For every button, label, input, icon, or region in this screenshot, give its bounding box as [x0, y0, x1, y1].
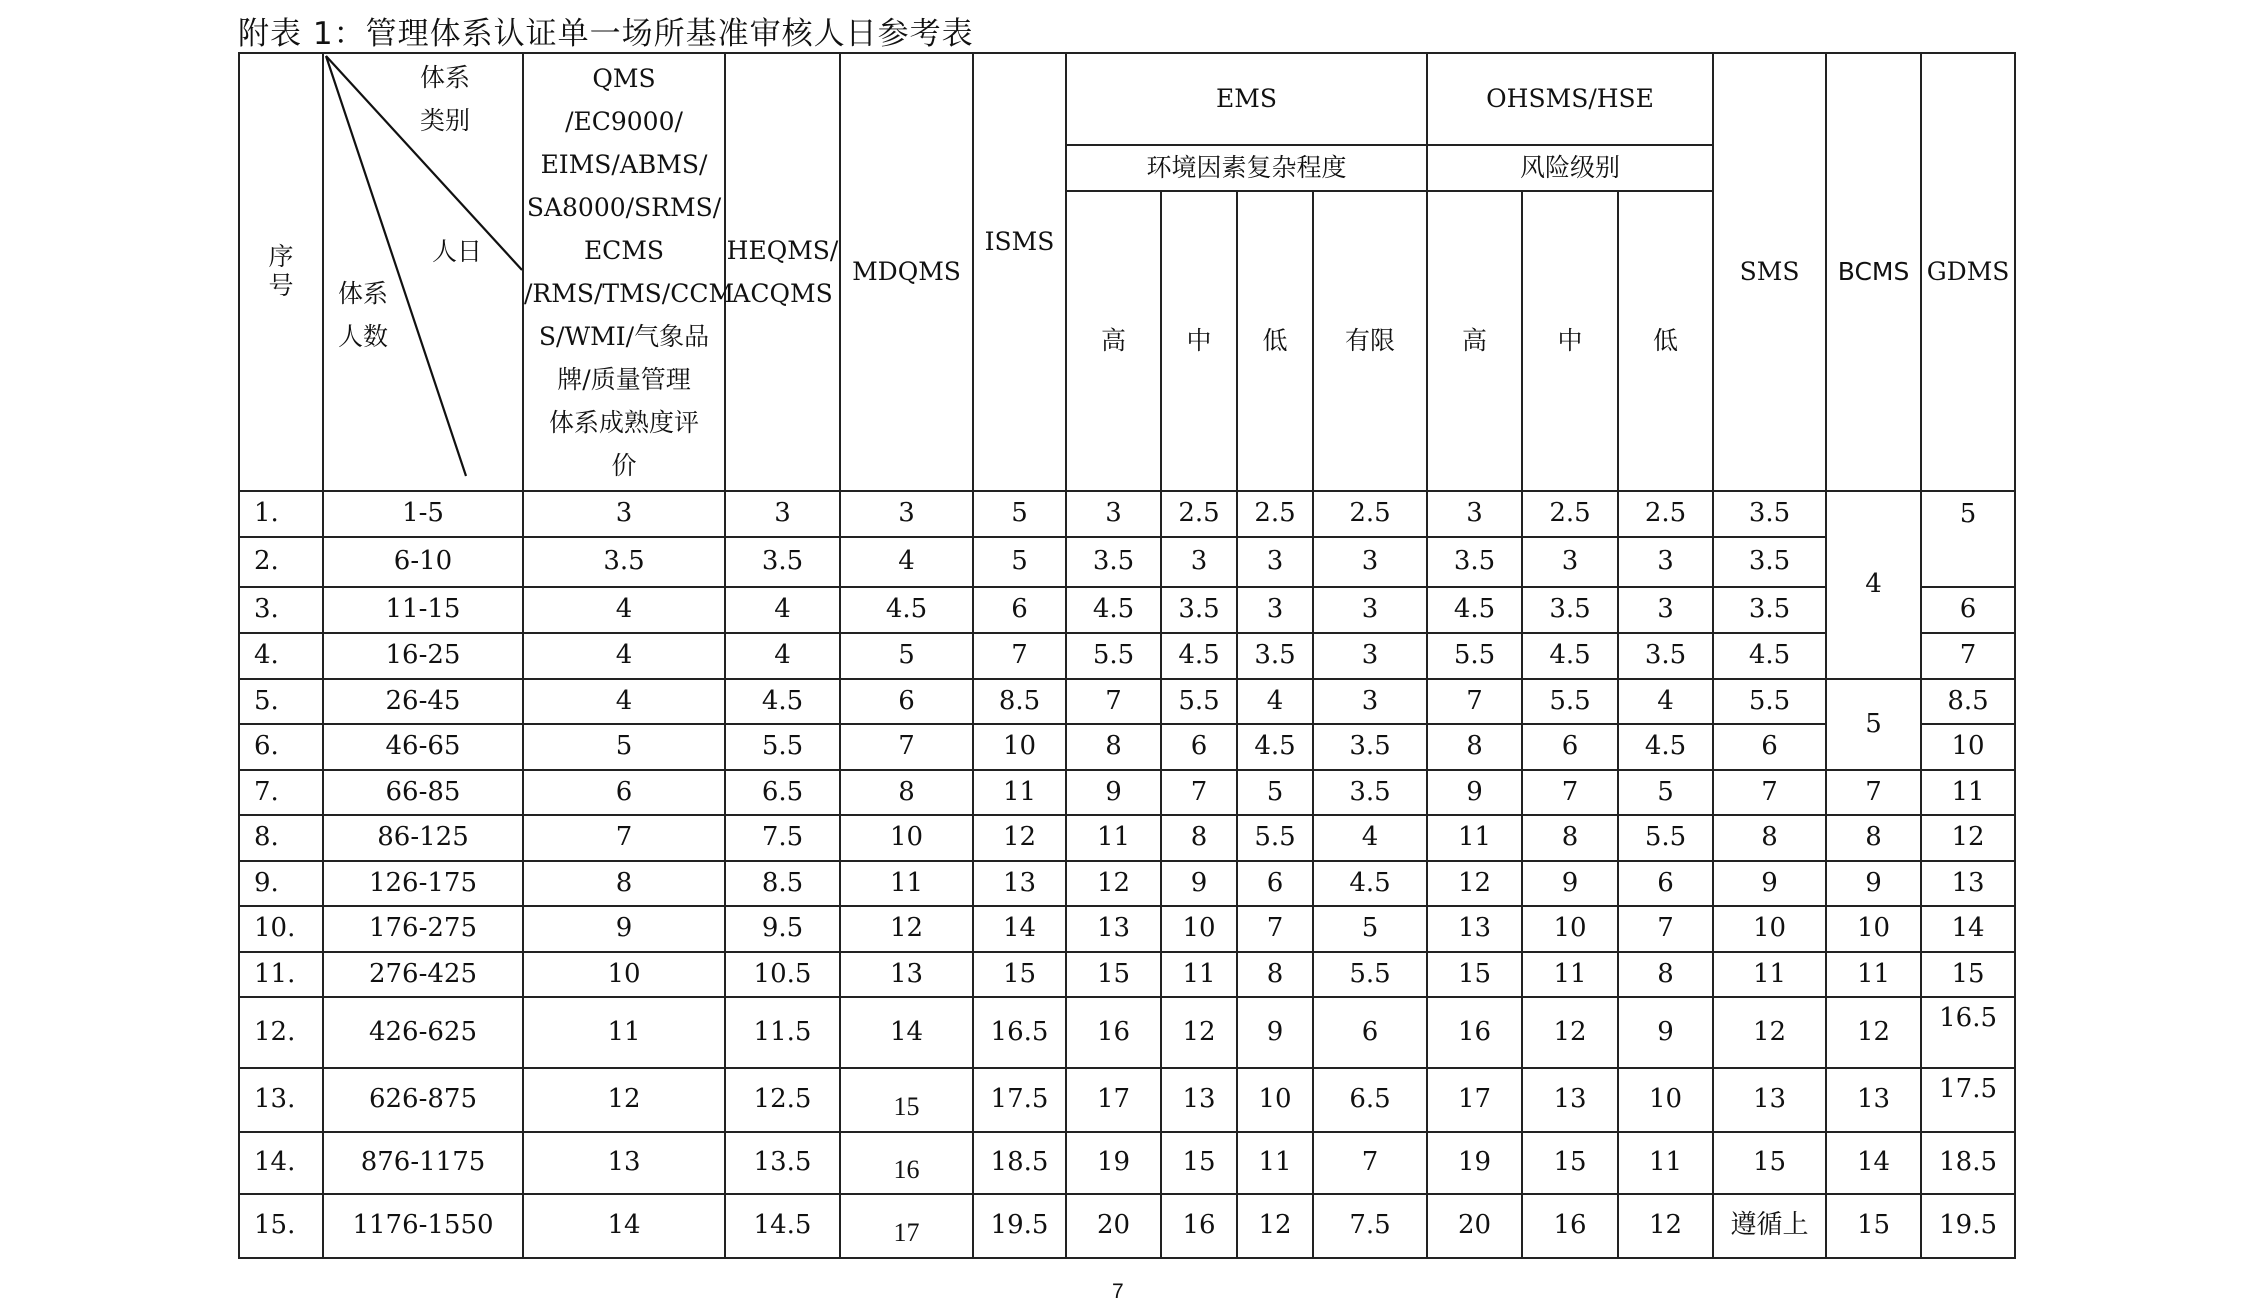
- page-title: 附表 1：管理体系认证单一场所基准审核人日参考表: [238, 16, 974, 52]
- row-seq: 2.: [239, 537, 323, 587]
- table-cell: 14.5: [725, 1194, 840, 1258]
- row-headcount: 426-625: [323, 997, 523, 1068]
- table-cell: 3: [1427, 491, 1522, 537]
- table-cell: 6: [1713, 724, 1826, 770]
- audit-person-days-table: [238, 52, 2016, 1259]
- page-number: 7: [1112, 1280, 1124, 1303]
- table-cell: 14: [973, 906, 1066, 952]
- table-cell: 5.5: [1713, 679, 1826, 724]
- table-cell: 11: [1618, 1132, 1713, 1194]
- table-cell: 3.5: [1313, 724, 1427, 770]
- gdms-cell: 8.5: [1921, 679, 2015, 724]
- table-cell: 2.5: [1237, 491, 1313, 537]
- header-ohsms-level: 低: [1618, 191, 1713, 491]
- table-cell: 11: [973, 770, 1066, 815]
- table-cell: 4.5: [1522, 633, 1618, 679]
- table-cell: 8: [840, 770, 973, 815]
- table-cell: 11: [523, 997, 725, 1068]
- table-cell: 5.5: [1237, 815, 1313, 861]
- table-cell: 12: [1237, 1194, 1313, 1258]
- row-headcount: 876-1175: [323, 1132, 523, 1194]
- table-cell: 11: [840, 861, 973, 906]
- table-cell: 14: [523, 1194, 725, 1258]
- table-cell: 9: [1618, 997, 1713, 1068]
- table-row: [239, 491, 2015, 537]
- table-cell: 12: [840, 906, 973, 952]
- row-seq: 5.: [239, 679, 323, 724]
- header-ems-complexity: 环境因素复杂程度: [1066, 145, 1427, 191]
- table-row: [239, 906, 2015, 952]
- gdms-cell: 16.5: [1921, 997, 2015, 1068]
- bcms-cell: 11: [1826, 952, 1921, 997]
- table-row: [239, 1194, 2015, 1258]
- table-cell: 6: [1237, 861, 1313, 906]
- table-cell: 17: [1066, 1068, 1161, 1132]
- table-cell: 4: [725, 633, 840, 679]
- table-cell: 6.5: [1313, 1068, 1427, 1132]
- table-cell: 8: [1237, 952, 1313, 997]
- table-cell: 18.5: [973, 1132, 1066, 1194]
- table-cell: 6: [1161, 724, 1237, 770]
- table-cell: 9.5: [725, 906, 840, 952]
- row-seq: 11.: [239, 952, 323, 997]
- table-row: [239, 1132, 2015, 1194]
- row-headcount: 46-65: [323, 724, 523, 770]
- table-cell: 5: [523, 724, 725, 770]
- table-cell: 13: [1522, 1068, 1618, 1132]
- gdms-cell: 15: [1921, 952, 2015, 997]
- table-cell: 3.5: [1713, 587, 1826, 633]
- header-ems-level: 低: [1237, 191, 1313, 491]
- table-cell: 6.5: [725, 770, 840, 815]
- table-cell: 12: [1161, 997, 1237, 1068]
- audit-table-wrapper: [238, 52, 2014, 1250]
- table-cell: 13: [1161, 1068, 1237, 1132]
- table-cell: 7: [1522, 770, 1618, 815]
- table-cell: 4.5: [1618, 724, 1713, 770]
- header-qms: QMS /EC9000/ EIMS/ABMS/ SA8000/SRMS/ ECMS /RMS/TMS/CCM S/WMI/气象品 牌/质量管理 体系成熟度评 价: [523, 53, 725, 491]
- table-cell: 12: [523, 1068, 725, 1132]
- row-seq: 1.: [239, 491, 323, 537]
- table-cell: 7: [1713, 770, 1826, 815]
- table-cell: 4.5: [1713, 633, 1826, 679]
- table-cell: 3.5: [1237, 633, 1313, 679]
- table-cell: 6: [973, 587, 1066, 633]
- table-cell: 15: [1713, 1132, 1826, 1194]
- table-cell: 11: [1237, 1132, 1313, 1194]
- diag-label-system-category: 体系 类别: [420, 63, 471, 135]
- header-ems-level: 高: [1066, 191, 1161, 491]
- table-cell: 5.5: [1066, 633, 1161, 679]
- table-cell: 7: [1618, 906, 1713, 952]
- diag-label-person-days: 人日: [432, 237, 483, 266]
- header-heqms: HEQMS/ ACQMS: [725, 53, 840, 491]
- header-ems: EMS: [1066, 53, 1427, 145]
- gdms-cell: 11: [1921, 770, 2015, 815]
- gdms-cell: 17.5: [1921, 1068, 2015, 1132]
- table-cell: 15: [1522, 1132, 1618, 1194]
- gdms-cell: 10: [1921, 724, 2015, 770]
- header-seq: 序 号: [239, 53, 323, 491]
- table-cell: 17: [840, 1194, 973, 1258]
- table-cell: 4.5: [1161, 633, 1237, 679]
- row-seq: 7.: [239, 770, 323, 815]
- table-cell: 5.5: [1161, 679, 1237, 724]
- table-cell: 6: [1618, 861, 1713, 906]
- table-cell: 9: [1066, 770, 1161, 815]
- table-cell: 9: [1161, 861, 1237, 906]
- table-cell: 20: [1066, 1194, 1161, 1258]
- row-headcount: 86-125: [323, 815, 523, 861]
- row-seq: 13.: [239, 1068, 323, 1132]
- table-row: [239, 1068, 2015, 1132]
- table-cell: 14: [840, 997, 973, 1068]
- gdms-cell: 6: [1921, 587, 2015, 633]
- table-cell: 4.5: [840, 587, 973, 633]
- table-cell: 8: [1066, 724, 1161, 770]
- table-cell: 8: [1161, 815, 1237, 861]
- row-seq: 15.: [239, 1194, 323, 1258]
- bcms-cell: 15: [1826, 1194, 1921, 1258]
- table-cell: 4.5: [725, 679, 840, 724]
- table-cell: 4: [1618, 679, 1713, 724]
- table-cell: 5: [1618, 770, 1713, 815]
- row-seq: 8.: [239, 815, 323, 861]
- row-headcount: 626-875: [323, 1068, 523, 1132]
- table-cell: 13: [840, 952, 973, 997]
- header-ohsms-risk: 风险级别: [1427, 145, 1713, 191]
- table-cell: 12: [1066, 861, 1161, 906]
- table-cell: 16.5: [973, 997, 1066, 1068]
- bcms-cell: 13: [1826, 1068, 1921, 1132]
- bcms-cell: 12: [1826, 997, 1921, 1068]
- bcms-cell: 14: [1826, 1132, 1921, 1194]
- table-cell: 20: [1427, 1194, 1522, 1258]
- table-cell: 3.5: [1427, 537, 1522, 587]
- table-row: [239, 633, 2015, 679]
- row-headcount: 16-25: [323, 633, 523, 679]
- bcms-merged-cell: 4: [1826, 491, 1921, 679]
- table-cell: 13: [523, 1132, 725, 1194]
- table-cell: 16: [840, 1132, 973, 1194]
- table-cell: 7.5: [725, 815, 840, 861]
- table-cell: 3.5: [1618, 633, 1713, 679]
- table-cell: 6: [1522, 724, 1618, 770]
- gdms-cell: 13: [1921, 861, 2015, 906]
- table-cell: 5.5: [1522, 679, 1618, 724]
- row-headcount: 66-85: [323, 770, 523, 815]
- row-seq: 3.: [239, 587, 323, 633]
- table-cell: 12: [973, 815, 1066, 861]
- table-cell: 7: [840, 724, 973, 770]
- table-cell: 4: [1313, 815, 1427, 861]
- table-cell: 11: [1066, 815, 1161, 861]
- table-cell: 8: [1618, 952, 1713, 997]
- table-cell: 11.5: [725, 997, 840, 1068]
- header-isms: ISMS: [973, 53, 1066, 491]
- table-cell: 3.5: [1713, 491, 1826, 537]
- table-row: [239, 952, 2015, 997]
- table-cell: 3: [1522, 537, 1618, 587]
- table-cell: 2.5: [1161, 491, 1237, 537]
- table-cell: 3: [1237, 587, 1313, 633]
- table-cell: 10: [1237, 1068, 1313, 1132]
- table-cell: 5: [1237, 770, 1313, 815]
- header-gdms: GDMS: [1921, 53, 2015, 491]
- row-seq: 4.: [239, 633, 323, 679]
- table-cell: 6: [1313, 997, 1427, 1068]
- bcms-cell: 10: [1826, 906, 1921, 952]
- diag-label-headcount: 体系 人数: [338, 279, 389, 351]
- table-cell: 3: [1313, 679, 1427, 724]
- table-cell: 12: [1427, 861, 1522, 906]
- row-seq: 6.: [239, 724, 323, 770]
- table-cell: 3.5: [1313, 770, 1427, 815]
- table-cell: 4: [523, 679, 725, 724]
- table-cell: 5.5: [1313, 952, 1427, 997]
- table-cell: 2.5: [1313, 491, 1427, 537]
- row-headcount: 1176-1550: [323, 1194, 523, 1258]
- table-cell: 4.5: [1066, 587, 1161, 633]
- table-cell: 3: [1161, 537, 1237, 587]
- row-headcount: 126-175: [323, 861, 523, 906]
- table-cell: 4: [840, 537, 973, 587]
- table-cell: 3: [1618, 537, 1713, 587]
- table-cell: 7: [1237, 906, 1313, 952]
- table-cell: 17: [1427, 1068, 1522, 1132]
- row-headcount: 276-425: [323, 952, 523, 997]
- row-headcount: 176-275: [323, 906, 523, 952]
- table-cell: 8: [1427, 724, 1522, 770]
- header-bcms: BCMS: [1826, 53, 1921, 491]
- table-cell: 5: [973, 491, 1066, 537]
- table-cell: 3.5: [1161, 587, 1237, 633]
- table-cell: 15: [840, 1068, 973, 1132]
- row-headcount: 6-10: [323, 537, 523, 587]
- table-cell: 13.5: [725, 1132, 840, 1194]
- table-row: [239, 770, 2015, 815]
- gdms-cell: 14: [1921, 906, 2015, 952]
- bcms-cell: 8: [1826, 815, 1921, 861]
- row-headcount: 11-15: [323, 587, 523, 633]
- table-cell: 9: [1522, 861, 1618, 906]
- row-headcount: 1-5: [323, 491, 523, 537]
- table-cell: 3.5: [725, 537, 840, 587]
- table-cell: 10.5: [725, 952, 840, 997]
- table-cell: 3: [1313, 537, 1427, 587]
- table-cell: 7: [973, 633, 1066, 679]
- table-cell: 9: [1713, 861, 1826, 906]
- table-cell: 5.5: [1427, 633, 1522, 679]
- table-cell: 3: [1066, 491, 1161, 537]
- bcms-merged-cell: 5: [1826, 679, 1921, 770]
- row-headcount: 26-45: [323, 679, 523, 724]
- table-cell: 16: [1427, 997, 1522, 1068]
- gdms-cell: 19.5: [1921, 1194, 2015, 1258]
- row-seq: 14.: [239, 1132, 323, 1194]
- bcms-cell: 7: [1826, 770, 1921, 815]
- table-cell: 3.5: [1713, 537, 1826, 587]
- table-cell: 3: [725, 491, 840, 537]
- table-cell: 4: [523, 633, 725, 679]
- table-row: [239, 587, 2015, 633]
- table-cell: 7: [1161, 770, 1237, 815]
- table-cell: 19: [1427, 1132, 1522, 1194]
- table-cell: 6: [523, 770, 725, 815]
- table-cell: 3.5: [1522, 587, 1618, 633]
- table-cell: 7: [523, 815, 725, 861]
- header-ohsms: OHSMS/HSE: [1427, 53, 1713, 145]
- table-cell: 15: [1427, 952, 1522, 997]
- table-cell: 9: [523, 906, 725, 952]
- table-cell: 9: [1427, 770, 1522, 815]
- table-cell: 3: [1313, 633, 1427, 679]
- table-row: [239, 815, 2015, 861]
- table-cell: 7.5: [1313, 1194, 1427, 1258]
- table-cell: 12: [1522, 997, 1618, 1068]
- table-cell: 12: [1618, 1194, 1713, 1258]
- table-cell: 10: [973, 724, 1066, 770]
- header-ohsms-level: 高: [1427, 191, 1522, 491]
- table-row: [239, 537, 2015, 587]
- gdms-cell: 7: [1921, 633, 2015, 679]
- table-row: [239, 724, 2015, 770]
- table-cell: 4: [725, 587, 840, 633]
- table-cell: 5: [1313, 906, 1427, 952]
- table-row: [239, 679, 2015, 724]
- table-cell: 11: [1161, 952, 1237, 997]
- table-cell: 3: [523, 491, 725, 537]
- table-cell: 2.5: [1618, 491, 1713, 537]
- table-cell: 8.5: [725, 861, 840, 906]
- table-cell: 8: [1713, 815, 1826, 861]
- header-diagonal-cell: [323, 53, 523, 491]
- table-cell: 10: [1713, 906, 1826, 952]
- table-cell: 8.5: [973, 679, 1066, 724]
- table-cell: 3: [840, 491, 973, 537]
- row-seq: 12.: [239, 997, 323, 1068]
- table-cell: 19: [1066, 1132, 1161, 1194]
- table-cell: 4: [1237, 679, 1313, 724]
- table-cell: 15: [1066, 952, 1161, 997]
- table-cell: 10: [840, 815, 973, 861]
- table-cell: 5.5: [1618, 815, 1713, 861]
- gdms-merged-cell: 5: [1921, 491, 2015, 587]
- table-cell: 12.5: [725, 1068, 840, 1132]
- table-cell: 4.5: [1237, 724, 1313, 770]
- table-cell: 15: [1161, 1132, 1237, 1194]
- table-cell: 4.5: [1427, 587, 1522, 633]
- table-cell: 13: [1066, 906, 1161, 952]
- table-cell: 13: [1427, 906, 1522, 952]
- table-cell: 5: [973, 537, 1066, 587]
- table-row: [239, 997, 2015, 1068]
- table-cell: 19.5: [973, 1194, 1066, 1258]
- table-cell: 4.5: [1313, 861, 1427, 906]
- header-sms: SMS: [1713, 53, 1826, 491]
- table-cell: 10: [1618, 1068, 1713, 1132]
- table-cell: 13: [973, 861, 1066, 906]
- table-cell: 4: [523, 587, 725, 633]
- table-cell: 遵循上: [1713, 1194, 1826, 1258]
- table-cell: 11: [1713, 952, 1826, 997]
- table-cell: 5: [840, 633, 973, 679]
- table-cell: 15: [973, 952, 1066, 997]
- table-cell: 8: [1522, 815, 1618, 861]
- table-cell: 10: [1522, 906, 1618, 952]
- table-row: [239, 861, 2015, 906]
- table-cell: 3: [1313, 587, 1427, 633]
- header-ohsms-level: 中: [1522, 191, 1618, 491]
- header-ems-level: 有限: [1313, 191, 1427, 491]
- bcms-cell: 9: [1826, 861, 1921, 906]
- table-cell: 16: [1161, 1194, 1237, 1258]
- table-cell: 7: [1427, 679, 1522, 724]
- header-ems-level: 中: [1161, 191, 1237, 491]
- table-cell: 10: [523, 952, 725, 997]
- table-cell: 5.5: [725, 724, 840, 770]
- table-cell: 3: [1237, 537, 1313, 587]
- table-cell: 2.5: [1522, 491, 1618, 537]
- gdms-cell: 12: [1921, 815, 2015, 861]
- table-cell: 3: [1618, 587, 1713, 633]
- row-seq: 9.: [239, 861, 323, 906]
- table-cell: 13: [1713, 1068, 1826, 1132]
- table-cell: 7: [1313, 1132, 1427, 1194]
- table-cell: 11: [1522, 952, 1618, 997]
- gdms-cell: 18.5: [1921, 1132, 2015, 1194]
- table-cell: 12: [1713, 997, 1826, 1068]
- table-cell: 16: [1066, 997, 1161, 1068]
- table-cell: 3.5: [1066, 537, 1161, 587]
- table-cell: 7: [1066, 679, 1161, 724]
- table-cell: 9: [1237, 997, 1313, 1068]
- table-cell: 16: [1522, 1194, 1618, 1258]
- table-cell: 8: [523, 861, 725, 906]
- table-cell: 11: [1427, 815, 1522, 861]
- header-mdqms: MDQMS: [840, 53, 973, 491]
- table-cell: 10: [1161, 906, 1237, 952]
- table-cell: 6: [840, 679, 973, 724]
- table-cell: 3.5: [523, 537, 725, 587]
- row-seq: 10.: [239, 906, 323, 952]
- table-cell: 17.5: [973, 1068, 1066, 1132]
